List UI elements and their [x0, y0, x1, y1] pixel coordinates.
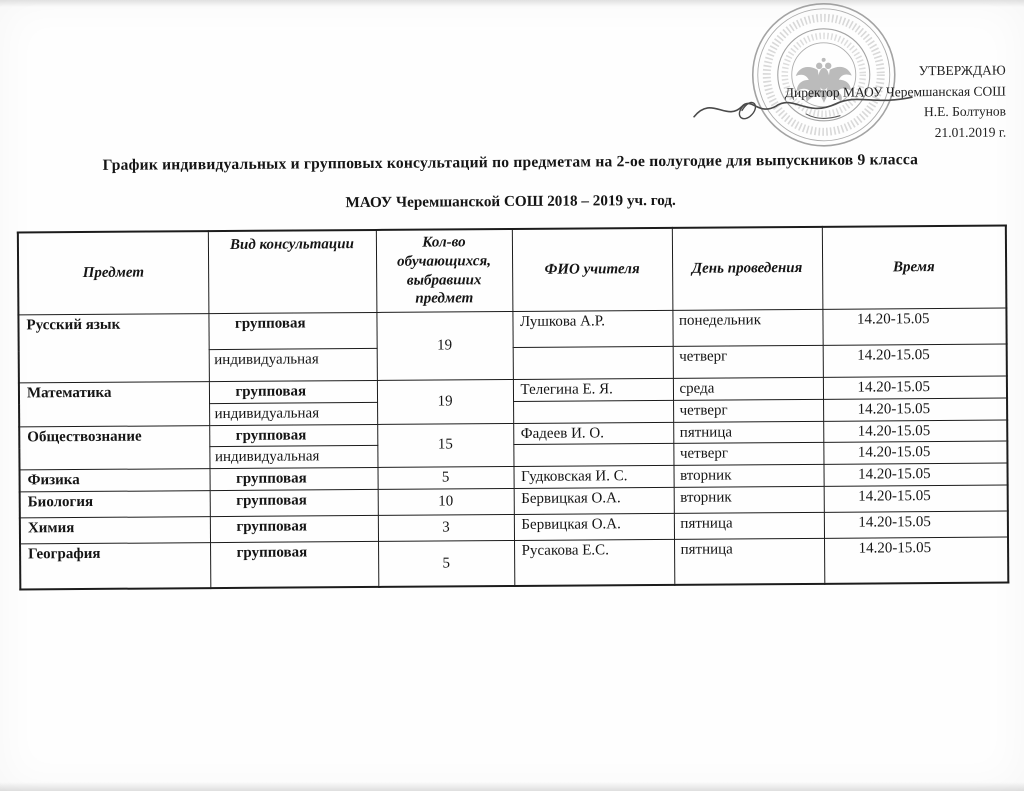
cell-time: 14.20-15.05 [823, 420, 1007, 443]
cell-count: 5 [378, 540, 514, 587]
cell-day: вторник [674, 486, 824, 513]
header-time: Время [822, 226, 1007, 310]
cell-count: 15 [377, 423, 513, 467]
cell-type: групповая [208, 312, 376, 349]
header-teacher: ФИО учителя [512, 228, 673, 312]
header-type: Вид консультации [208, 230, 377, 314]
cell-count: 19 [376, 311, 512, 380]
cell-teacher-empty [513, 346, 673, 379]
cell-day: понедельник [672, 309, 822, 346]
cell-time: 14.20-15.05 [824, 537, 1008, 584]
approval-label: УТВЕРЖДАЮ [918, 62, 1006, 79]
document-title-line1: График индивидуальных и групповых консультаций по предметам на 2-ое полугодие для выпускников 9 класса [102, 151, 919, 174]
cell-count: 5 [377, 466, 513, 489]
cell-type: индивидуальная [209, 402, 377, 425]
cell-day: среда [673, 377, 823, 400]
cell-day: четверг [673, 345, 823, 378]
cell-day: пятница [674, 512, 824, 539]
cell-teacher: Фадеев И. О. [513, 422, 673, 445]
cell-teacher: Русакова Е.С. [514, 539, 674, 586]
cell-teacher: Бервицкая О.А. [514, 487, 674, 514]
cell-subject: Математика [19, 382, 209, 427]
header-count: Кол-во обучающихся, выбравших предмет [376, 229, 513, 312]
cell-teacher-empty [513, 400, 673, 423]
approval-director-name: Н.Е. Болтунов [923, 103, 1007, 120]
cell-type: групповая [210, 541, 378, 588]
cell-teacher: Лушкова А.Р. [512, 310, 672, 347]
cell-count: 10 [378, 488, 514, 515]
cell-type: групповая [209, 424, 377, 447]
cell-subject: Химия [20, 516, 210, 543]
cell-teacher: Бервицкая О.А. [514, 513, 674, 540]
cell-type: групповая [210, 489, 378, 516]
cell-teacher: Гудковская И. С. [513, 465, 673, 488]
cell-day: пятница [673, 421, 823, 444]
approval-date: 21.01.2019 г. [934, 124, 1007, 140]
table-row [20, 537, 1008, 590]
table-header-row [18, 226, 1007, 315]
cell-time: 14.20-15.05 [824, 485, 1008, 512]
cell-teacher: Телегина Е. Я. [513, 378, 673, 401]
cell-time: 14.20-15.05 [824, 511, 1008, 538]
cell-time: 14.20-15.05 [823, 376, 1007, 399]
approval-director-line: Директор МАОУ Черемшанская СОШ [784, 83, 1006, 100]
cell-subject: Русский язык [18, 314, 208, 383]
cell-day: четверг [673, 443, 823, 466]
cell-type: групповая [210, 467, 378, 490]
cell-subject: Биология [20, 490, 210, 517]
cell-day: четверг [673, 399, 823, 422]
cell-count: 3 [378, 514, 514, 541]
cell-day: пятница [674, 538, 824, 585]
cell-count: 19 [377, 379, 513, 423]
header-subject: Предмет [18, 231, 209, 315]
cell-time: 14.20-15.05 [823, 344, 1007, 377]
cell-type: групповая [210, 515, 378, 542]
cell-type: индивидуальная [209, 446, 377, 469]
cell-day: вторник [673, 464, 823, 487]
cell-type: групповая [209, 380, 377, 403]
cell-time: 14.20-15.05 [823, 441, 1007, 464]
document-title-line2: МАОУ Черемшанской СОШ 2018 – 2019 уч. год. [345, 191, 676, 212]
cell-subject: Обществознание [19, 425, 209, 470]
header-day: День проведения [672, 227, 823, 311]
cell-time: 14.20-15.05 [823, 463, 1007, 486]
cell-subject: Физика [20, 469, 210, 492]
signature-icon [686, 73, 921, 139]
cell-time: 14.20-15.05 [822, 308, 1006, 345]
cell-teacher-empty [513, 444, 673, 467]
cell-type: индивидуальная [209, 348, 377, 381]
cell-time: 14.20-15.05 [823, 398, 1007, 421]
cell-subject: География [20, 542, 210, 589]
schedule-table [17, 225, 1009, 591]
